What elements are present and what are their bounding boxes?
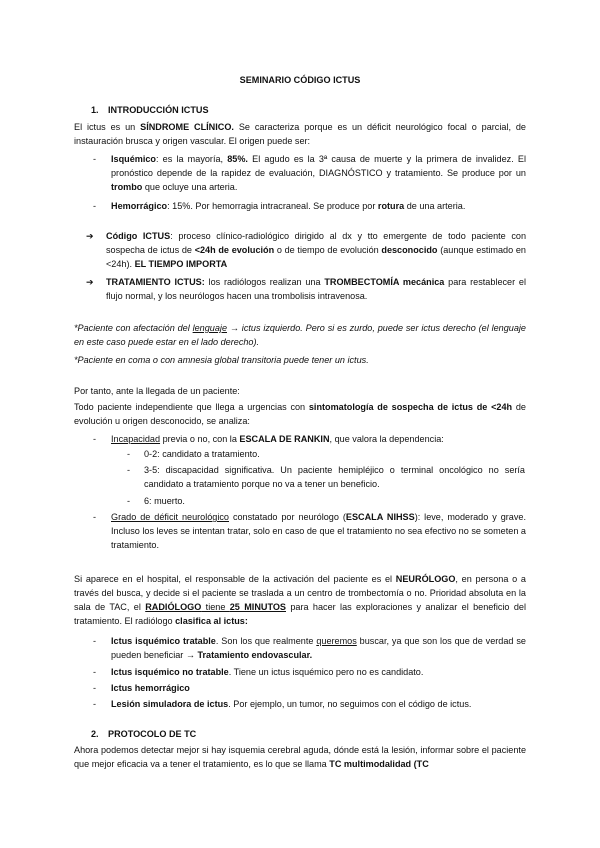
dash-bullet: - [127, 465, 131, 475]
text-underlined: tiene [201, 602, 230, 612]
text: Ahora podemos detectar mejor si hay isquemia cerebral aguda, dónde está la lesión, informar sobre el paciente que mejor eficacia va a tener el tratamiento, es lo que se llama [74, 745, 526, 769]
text: El agudo es la 3ª causa de muerte y la primera de invalidez. El pronóstico depende de la rapidez de evaluación, DIAGNÓSTICO y tratamiento. Se produce por un [111, 154, 526, 178]
list-item-text [111, 152, 526, 194]
section-number: 2. [91, 729, 99, 739]
arrow-right-icon: ➔ [86, 277, 94, 287]
sub-item-text: 3-5: discapacidad significativa. Un paciente hemipléjico o terminal oncológico no sería candidato a tratamiento porque no va a tener un beneficio. [144, 465, 525, 489]
text-bold: desconocido [381, 245, 438, 255]
text: Si aparece en el hospital, el responsable de la activación del paciente es el [74, 574, 396, 584]
text-underlined: Grado de déficit neurológico [111, 512, 229, 522]
text-underlined: lenguaje [192, 323, 227, 333]
arrow-item-text [106, 275, 526, 303]
section-2-heading [91, 727, 196, 741]
dash-bullet: - [93, 512, 97, 522]
list-item-text [111, 199, 526, 213]
section-number: 1. [91, 105, 99, 115]
text-bold: TROMBECTOMÍA mecánica [324, 277, 445, 287]
text: . Son los que realmente [215, 636, 317, 646]
text: . Tiene un ictus isquémico pero no es candidato. [228, 667, 424, 677]
text: buscar, ya que son los que de verdad se pueden beneficiar → [111, 636, 526, 660]
text-bold: TC multimodalidad (TC [329, 759, 429, 769]
text-bold: Lesión simuladora de ictus [111, 699, 229, 709]
dash-bullet: - [127, 449, 131, 459]
text-bold: Ictus hemorrágico [111, 683, 190, 693]
text: para restablecer el flujo normal, y los neurólogos hacen una trombolisis intravenosa. [106, 277, 526, 301]
text-bold: EL TIEMPO IMPORTA [134, 259, 228, 269]
list-item-text [111, 697, 526, 711]
section-title: PROTOCOLO DE TC [108, 729, 197, 739]
list-item-text [111, 665, 526, 679]
text-bold-underlined: 25 MINUTOS [229, 602, 286, 612]
text: : proceso clínico-radiológico dirigido al dx y tto emergente de todo paciente con sospecha de ictus de [106, 231, 526, 255]
paragraph-por-tanto: Por tanto, ante la llegada de un paciente: [74, 386, 240, 396]
sub-item-text: 6: muerto. [144, 496, 185, 506]
text: . Por ejemplo, un tumor, no seguimos con el código de ictus. [228, 699, 472, 709]
text: para hacer las exploraciones y analizar el beneficio del tratamiento. El radiólogo [74, 602, 526, 626]
dash-bullet: - [93, 434, 97, 444]
dash-bullet: - [93, 667, 97, 677]
text-bold: clasifica al ictus: [175, 616, 248, 626]
dash-bullet: - [93, 683, 97, 693]
text-bold: SÍNDROME CLÍNICO. [140, 122, 234, 132]
list-item-text [111, 432, 526, 446]
dash-bullet: - [127, 496, 131, 506]
text-bold: 85%. [227, 154, 248, 164]
text: *Paciente con afectación del [74, 323, 193, 333]
text-bold: TRATAMIENTO ICTUS: [106, 277, 205, 287]
text: que ocluye una arteria. [142, 182, 238, 192]
section-title: INTRODUCCIÓN ICTUS [108, 105, 209, 115]
text-bold-underlined: RADIÓLOGO [145, 602, 202, 612]
text: Se caracteriza porque es un déficit neurológico focal o parcial, de instauración brusca y origen vascular. El origen puede ser: [74, 122, 526, 146]
dash-bullet: - [93, 636, 97, 646]
text: o de tiempo de evolución [274, 245, 382, 255]
text: , en persona o a través del busca, y decide si el paciente se traslada a un centro de trombectomía o no. Prioridad absoluta en la sala de TAC, el [74, 574, 526, 612]
text: (aunque estimado en <24h). [106, 245, 526, 269]
text: → ictus izquierdo. Pero si es zurdo, puede ser ictus derecho (el lenguaje en este caso puede estar en el lado derecho). [74, 323, 526, 347]
dash-bullet: - [93, 154, 97, 164]
text: El ictus es un [74, 122, 141, 132]
text: constatado por neurólogo ( [229, 512, 346, 522]
sub-item-text: 0-2: candidato a tratamiento. [144, 449, 260, 459]
text: de evolución u origen desconocido, se analiza: [74, 402, 526, 426]
text-bold: Tratamiento endovascular. [197, 650, 313, 660]
intro-paragraph [74, 120, 526, 148]
text: , que valora la dependencia: [329, 434, 444, 444]
text-bold: Ictus isquémico no tratable [111, 667, 229, 677]
text-bold: <24h de evolución [194, 245, 275, 255]
note-coma: *Paciente en coma o con amnesia global transitoria puede tener un ictus. [74, 355, 369, 365]
dash-bullet: - [93, 699, 97, 709]
text: : 15%. Por hemorragia intracraneal. Se produce por [167, 201, 378, 211]
text-bold: ESCALA DE RANKIN [239, 434, 330, 444]
text-bold: rotura [377, 201, 405, 211]
text: ): leve, moderado y grave. Incluso los leves se intentan tratar, solo en caso de que el tratamiento no sea efectivo no se someten a tratamiento. [111, 512, 526, 550]
text-bold: trombo [111, 182, 143, 192]
paragraph-todo-paciente [74, 400, 526, 428]
list-item-text [111, 681, 526, 695]
list-item-text [111, 510, 526, 552]
document-title: SEMINARIO CÓDIGO ICTUS [239, 75, 361, 85]
arrow-right-icon: ➔ [86, 231, 94, 241]
paragraph-hospital [74, 572, 526, 628]
list-item-text [111, 634, 526, 662]
text: : es la mayoría, [155, 154, 228, 164]
note-lenguaje [74, 321, 526, 349]
text-bold: Hemorrágico [111, 201, 168, 211]
text: los radiólogos realizan una [204, 277, 325, 287]
arrow-item-text [106, 229, 526, 271]
paragraph-protocolo-tc [74, 743, 526, 771]
text: Todo paciente independiente que llega a urgencias con [74, 402, 309, 412]
text-bold: sintomatología de sospecha de ictus de <24h [308, 402, 513, 412]
text: previa o no, con la [160, 434, 240, 444]
text-bold: Código ICTUS [106, 231, 171, 241]
text-bold: ESCALA NIHSS [345, 512, 415, 522]
text: de una arteria. [404, 201, 466, 211]
text-underlined: queremos [316, 636, 357, 646]
dash-bullet: - [93, 201, 97, 211]
text-bold: Isquémico [111, 154, 156, 164]
text-bold: NEURÓLOGO [395, 574, 456, 584]
section-1-heading [91, 103, 209, 117]
text-underlined: Incapacidad [111, 434, 161, 444]
text-bold: Ictus isquémico tratable [111, 636, 216, 646]
